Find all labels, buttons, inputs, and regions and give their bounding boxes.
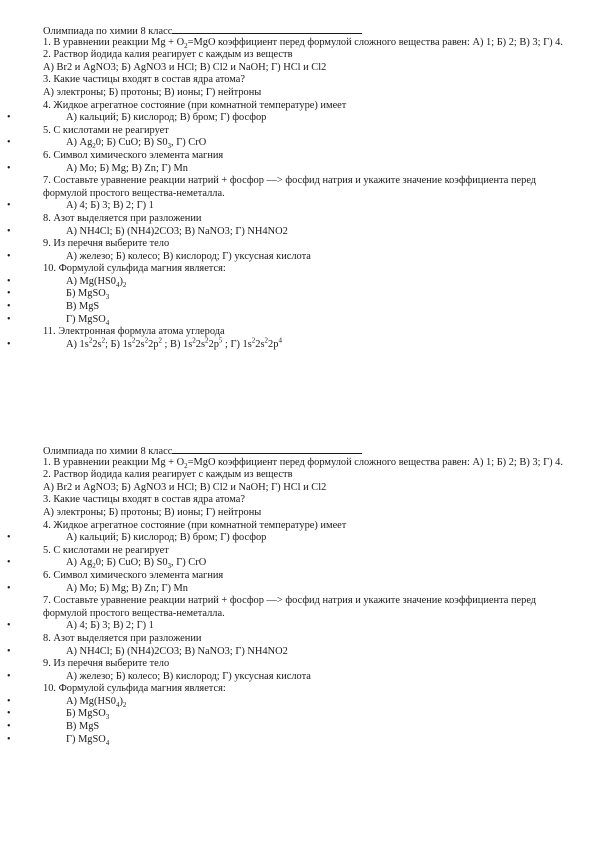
question-11: 11. Электронная формула атома углерода (43, 326, 225, 338)
q5-opt-b: 0; Б) CuO; В) S0 (95, 137, 168, 149)
question-3: 3. Какие частицы входят в состав ядра атома? (43, 494, 246, 506)
q5-opt-a: А) Ag (66, 137, 93, 149)
question-11-options: • А) $1s^22s^2$; Б) $1s^22s^22p^2$ ; В) $1s^22s^22p^5$ ; Г) $1s^22s^22p^4$ (43, 339, 563, 352)
question-2: 2. Раствор йодида калия реагирует с каждым из веществ (43, 469, 293, 481)
q10-opt-b: Б) MgSO (66, 288, 106, 300)
question-8: 8. Азот выделяется при разложении (43, 212, 202, 224)
q1-tail: =MgO коэффициент перед формулой сложного вещества равен: А) 1; Б) 2; В) 3; Г) 4. (187, 36, 563, 48)
question-6-options: • А) Mo; Б) Mg; В) Zn; Г) Mn (43, 163, 563, 176)
question-9-options: • А) железо; Б) колесо; В) кислород; Г) уксусная кислота (43, 671, 563, 684)
question-8: 8. Азот выделяется при разложении (43, 632, 202, 644)
question-6: 6. Символ химического элемента магния (43, 569, 224, 581)
question-5-options: • А) $Ag_20$; Б) CuO; В) $S0_3$, Г) CrO (43, 557, 563, 570)
question-8-options: • А) NH4Cl; Б) (NH4)2CO3; В) NaNO3; Г) NH4NO2 (43, 226, 563, 239)
q10-opt-d: Г) MgSO (66, 313, 106, 325)
question-7-options: • А) 4; Б) 3; В) 2; Г) 1 (43, 200, 563, 213)
q10-opt-b: Б) MgSO (66, 708, 106, 720)
q10-opt-a: А) Mg(HS0 (66, 275, 116, 287)
q10-opt-d: Г) MgSO (66, 733, 106, 745)
question-1: 1. В уравнении реакции $Mg + O_2=MgO$ коэффициент перед формулой сложного вещества равен: А) 1; Б) 2; В) 3; Г) 4. (43, 456, 563, 470)
q11-opt-c: ; В) 1s (161, 338, 193, 350)
question-10-option-a: • А) $Mg(HS0_4)_2$ (43, 696, 563, 709)
q5-opt-b: 0; Б) CuO; В) S0 (95, 557, 168, 569)
olympiad-title (43, 444, 563, 457)
question-6: 6. Символ химического элемента магния (43, 149, 224, 161)
olympiad-block-1 (43, 24, 563, 351)
question-10: 10. Формулой сульфида магния является: (43, 263, 226, 275)
olympiad-title (43, 24, 563, 37)
question-3-options: А) электроны; Б) протоны; В) ионы; Г) нейтроны (43, 506, 262, 518)
question-4-options: • А) кальций; Б) кислород; В) бром; Г) фосфор (43, 532, 563, 545)
question-4: 4. Жидкое агрегатное состояние (при комнатной температуре) имеет (43, 519, 347, 531)
q10-opt-a: А) Mg(HS0 (66, 695, 116, 707)
q5-opt-a: А) Ag (66, 557, 93, 569)
question-10: 10. Формулой сульфида магния является: (43, 683, 226, 695)
name-underline (172, 444, 362, 454)
q5-opt-c: , Г) CrO (171, 557, 207, 569)
q11-opt-a: А) 1s (66, 338, 89, 350)
question-10-option-a: • А) $Mg(HS0_4)_2$ (43, 276, 563, 289)
question-7: 7. Составьте уравнение реакции натрий + фосфор —> фосфид натрия и укажите значение коэффициента перед формулой простого вещества-неметалла. (43, 175, 537, 199)
question-6-options: • А) Mo; Б) Mg; В) Zn; Г) Mn (43, 583, 563, 596)
question-10-option-c: • В) MgS (43, 721, 563, 734)
name-underline (172, 24, 362, 34)
question-1: 1. В уравнении реакции $Mg + O_2=MgO$ коэффициент перед формулой сложного вещества равен: А) 1; Б) 2; В) 3; Г) 4. (43, 36, 563, 50)
question-7: 7. Составьте уравнение реакции натрий + фосфор —> фосфид натрия и укажите значение коэффициента перед формулой простого вещества-неметалла. (43, 595, 537, 619)
question-7-options: • А) 4; Б) 3; В) 2; Г) 1 (43, 620, 563, 633)
question-5: 5. С кислотами не реагирует (43, 544, 169, 556)
question-2-options: А) Br2 и AgNO3; Б) AgNO3 и HCl; В) Cl2 и NaOH; Г) HCl и Cl2 (43, 481, 327, 493)
question-9: 9. Из перечня выберите тело (43, 658, 170, 670)
question-5: 5. С кислотами не реагирует (43, 124, 169, 136)
question-9-options: • А) железо; Б) колесо; В) кислород; Г) уксусная кислота (43, 251, 563, 264)
question-8-options: • А) NH4Cl; Б) (NH4)2CO3; В) NaNO3; Г) NH4NO2 (43, 646, 563, 659)
q1-text: 1. В уравнении реакции Mg + O (43, 36, 185, 48)
q1-tail: =MgO коэффициент перед формулой сложного вещества равен: А) 1; Б) 2; В) 3; Г) 4. (187, 456, 563, 468)
question-10-option-d: • Г) MgSO$_4$ (43, 314, 563, 327)
question-2-options: А) Br2 и AgNO3; Б) AgNO3 и HCl; В) Cl2 и NaOH; Г) HCl и Cl2 (43, 61, 327, 73)
question-4: 4. Жидкое агрегатное состояние (при комнатной температуре) имеет (43, 99, 347, 111)
question-5-options: • А) $Ag_20$; Б) CuO; В) $S0_3$, Г) CrO (43, 137, 563, 150)
question-10-option-c: • В) MgS (43, 301, 563, 314)
q11-opt-d: ; Г) 1s (222, 338, 252, 350)
question-3-options: А) электроны; Б) протоны; В) ионы; Г) нейтроны (43, 86, 262, 98)
question-10-option-d: • Г) MgSO$_4$ (43, 734, 563, 747)
olympiad-block-2 (43, 444, 563, 746)
title-text: Олимпиада по химии 8 класс (43, 26, 173, 37)
question-9: 9. Из перечня выберите тело (43, 238, 170, 250)
question-10-option-b: • Б) MgSO$_3$ (43, 288, 563, 301)
question-2: 2. Раствор йодида калия реагирует с каждым из веществ (43, 49, 293, 61)
q11-opt-b: ; Б) 1s (105, 338, 132, 350)
q5-opt-c: , Г) CrO (171, 137, 207, 149)
title-text: Олимпиада по химии 8 класс (43, 446, 173, 457)
question-4-options: • А) кальций; Б) кислород; В) бром; Г) фосфор (43, 112, 563, 125)
q1-text: 1. В уравнении реакции Mg + O (43, 456, 185, 468)
question-3: 3. Какие частицы входят в состав ядра атома? (43, 74, 246, 86)
question-10-option-b: • Б) MgSO$_3$ (43, 708, 563, 721)
